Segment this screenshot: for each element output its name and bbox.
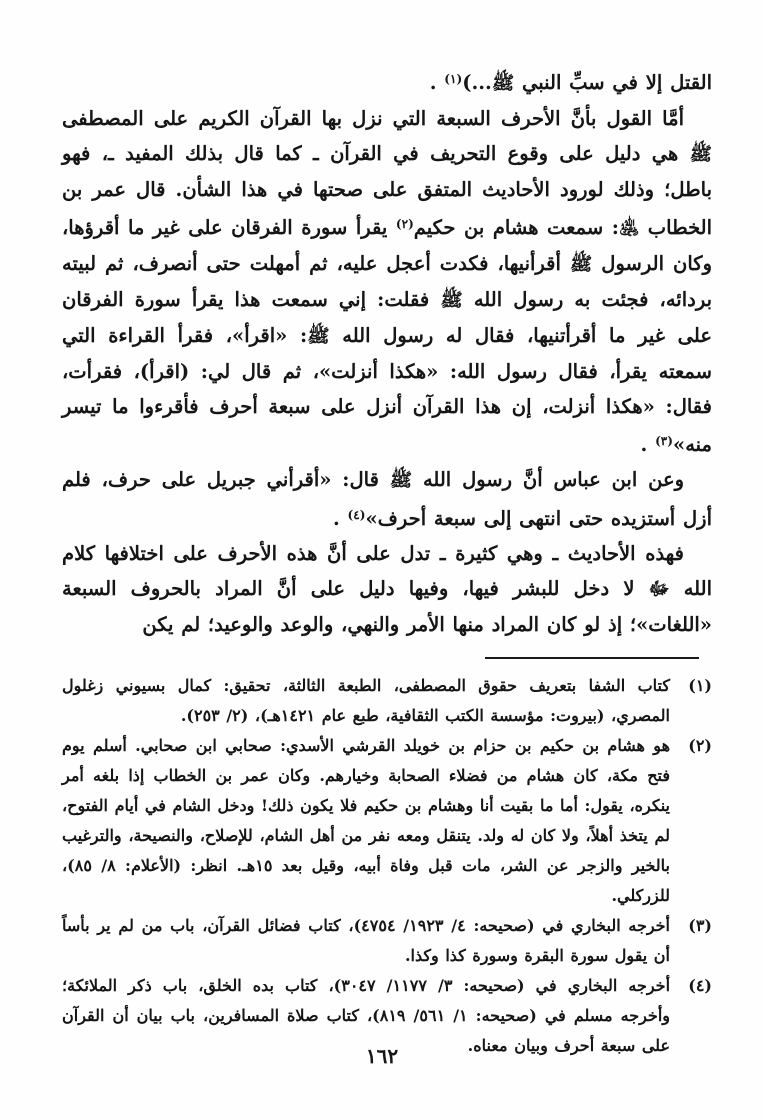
jalla-jalaluhu-symbol: ﷻ (648, 579, 670, 601)
text-run: . (640, 433, 656, 457)
paragraph (62, 62, 712, 101)
footnote-number: (٢) (688, 736, 712, 756)
footnote-ref: (٣) (655, 434, 674, 449)
footnote-ref: (٤) (347, 508, 366, 523)
footnote-number: (٤) (688, 976, 712, 996)
footnote-text: هو هشام بن حكيم بن حزام بن خويلد القرشي الأسدي: صحابي ابن صحابي. أسلم يوم فتح مكة، كان هشام من فضلاء الصحابة وخيارهم. وكان عمر بن الخطاب إذا بلغه أمر ينكره، يقول: أما ما بقيت أنا وهشام بن حكيم فلا يكون ذلك! ودخل الشام في أيام الفتوح، لم يتخذ أهلاً، ولا كان له ولد. يتنقل ومعه نفر من أهل الشام، للإصلاح، والنصيحة، والترغيب بالخير والزجر عن الشر، مات قبل وفاة أبيه، وقيل بعد ١٥هـ. انظر: (الأعلام: ٨/ ٨٥)، للزركلي. (62, 736, 671, 906)
text-run: لا دخل للبشر فيها، وفيها دليل على أنَّ المراد بالحروف السبعة «اللغات»؛ إذ لو كان المراد منها الأمر والنهي، والوعد والوعيد؛ لم يكن (62, 577, 712, 637)
footnote-text: أخرجه البخاري في (صحيحه: ٤/ ١٩٢٣/ ٤٧٥٤)، كتاب فضائل القرآن، باب من لم ير بأساً أن يقول سورة البقرة وسورة كذا وكذا. (62, 916, 671, 966)
prophet-honorific-symbol: ﷺ (389, 470, 413, 492)
paragraph (62, 462, 712, 536)
text-run: وعن ابن عباس أنَّ رسول الله (412, 468, 684, 492)
text-run: : «اقرأ»، فقرأ القراءة التي سمعته يقرأ، فقال رسول الله: «هكذا أنزلت»، ثم قال لي: (اقرأ)، فقرأت، فقال: «هكذا أنزلت، إن هذا القرآن أنزل على سبعة أحرف فأقرءوا ما تيسر منه» (62, 324, 712, 457)
radiallahu-anhu-symbol: ﵁ (618, 218, 640, 240)
prophet-honorific-symbol: ﷺ (689, 144, 712, 166)
footnote-separator (485, 657, 699, 659)
text-run: يقرأ سورة الفرقان على غير ما أقرؤها، وكان الرسول (62, 216, 712, 276)
text-run: أمَّا القول بأنَّ الأحرف السبعة التي نزل بها القرآن الكريم على المصطفى (62, 107, 684, 131)
text-run: فقلت: إني سمعت هذا يقرأ سورة الفرقان على غير ما أقرأتنيها، فقال له رسول الله (62, 288, 712, 348)
paragraph (62, 536, 712, 642)
text-run: ...) (462, 71, 492, 95)
text-run: القتل إلا في سبِّ النبي (514, 71, 712, 95)
paragraph (62, 101, 712, 462)
text-run: فهذه الأحاديث ـ وهي كثيرة ـ تدل على أنَّ هذه الأحرف على اختلافها كلام الله (62, 542, 712, 601)
prophet-honorific-symbol: ﷺ (569, 254, 593, 276)
text-run: أقرأنيها، فكدت أعجل عليه، ثم أمهلت حتى أنصرف، ثم لبيته بردائه، فجئت به رسول الله (62, 252, 713, 312)
text-run: . (332, 507, 348, 531)
prophet-honorific-symbol: ﷺ (307, 326, 330, 348)
footnote-number: (١) (688, 676, 712, 696)
footnote-item (62, 731, 712, 911)
page-number: ١٦٢ (365, 1044, 399, 1068)
footnote-item (62, 911, 712, 971)
footnote-ref: (١) (444, 72, 463, 86)
footnote-text: كتاب الشفا بتعريف حقوق المصطفى، الطبعة الثالثة، تحقيق: كمال بسيوني زغلول المصري، (بيروت: مؤسسة الكتب الثقافية، طبع عام ١٤٢١هـ)، (٢/ ٢٥٣). (62, 676, 670, 726)
text-run: هي دليل على وقوع التحريف في القرآن ـ كما قال بذلك المفيد ـ، فهو باطل؛ وذلك لورود الأحاديث المتفق على صحتها في هذا الشأن. قال عمر بن الخطاب (62, 142, 713, 240)
prophet-honorific-symbol: ﷺ (491, 73, 515, 95)
footnote-item (62, 671, 712, 731)
footnote-ref: (٢) (395, 217, 414, 232)
text-run: . (429, 71, 445, 95)
text-run: : سمعت هشام بن حكيم (413, 216, 619, 240)
prophet-honorific-symbol: ﷺ (440, 290, 463, 312)
footnotes-list (62, 671, 712, 1061)
text-run: قال: «أقرأني جبريل على حرف، فلم أزل أستزيده حتى انتهى إلى سبعة أحرف» (62, 468, 712, 531)
footnote-number: (٣) (688, 916, 712, 936)
body-text (62, 62, 712, 642)
footnote-text: أخرجه البخاري في (صحيحه: ٣/ ١١٧٧/ ٣٠٤٧)، كتاب بده الخلق، باب ذكر الملائكة؛ وأخرجه مسلم في (صحيحه: ١/ ٥٦١/ ٨١٩)، كتاب صلاة المسافرين، باب بيان أن القرآن على سبعة أحرف وبيان معناه. (62, 976, 671, 1056)
